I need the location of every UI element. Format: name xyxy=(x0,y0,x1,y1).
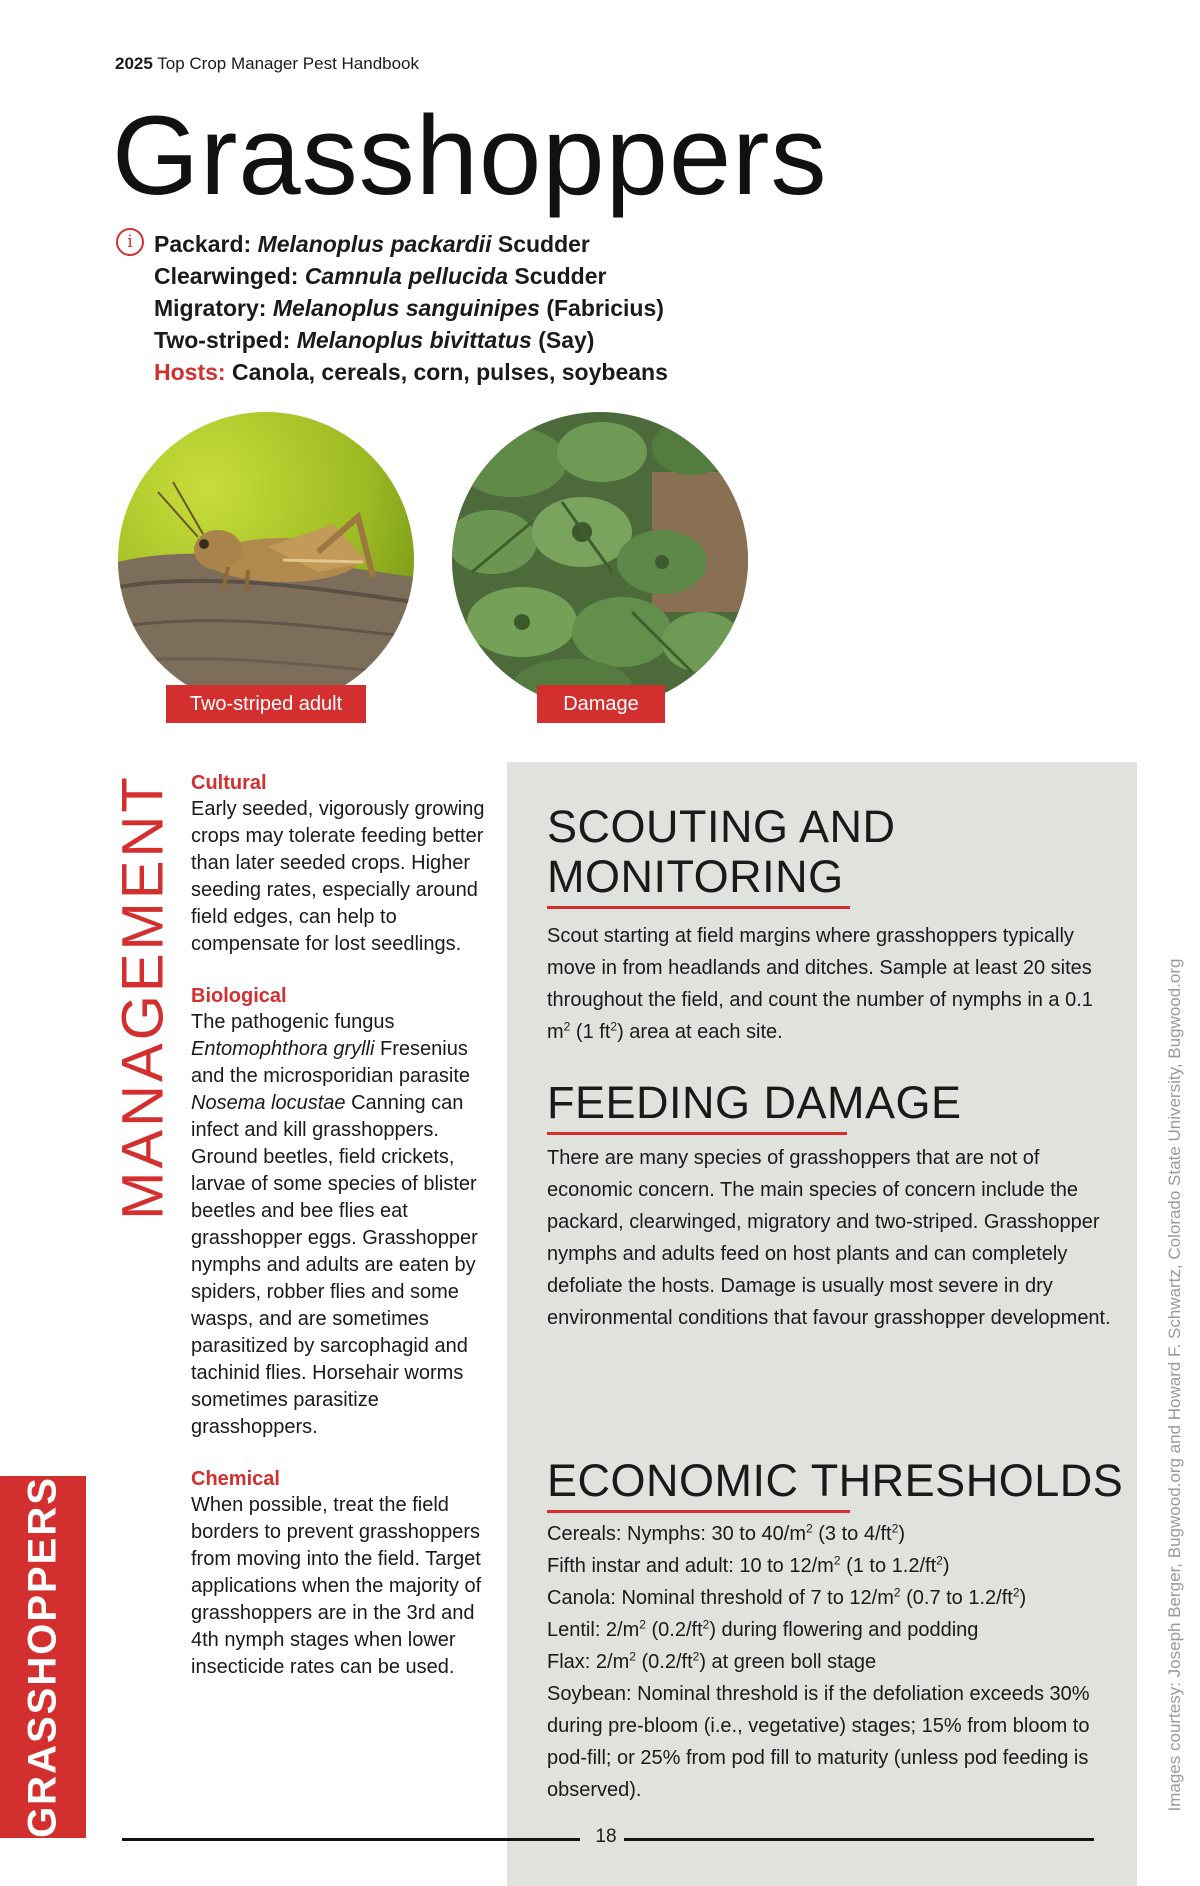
superscript: 2 xyxy=(692,1649,700,1664)
superscript: 2 xyxy=(1012,1585,1020,1600)
species-scientific-name: Melanoplus sanguinipes xyxy=(272,295,540,321)
threshold-text-part: ) xyxy=(898,1523,905,1545)
species-item xyxy=(154,260,754,292)
scouting-heading-line: SCOUTING AND xyxy=(547,801,896,852)
species-scientific-name: Melanoplus bivittatus xyxy=(296,327,532,353)
species-author: Scudder xyxy=(497,231,590,257)
threshold-text-part: (0.2/ft xyxy=(645,1619,703,1641)
species-scientific-name: Melanoplus packardii xyxy=(257,231,492,257)
species-label: Clearwinged: xyxy=(154,263,299,289)
handbook-year: 2025 xyxy=(115,54,153,73)
species-author: (Say) xyxy=(538,327,595,353)
superscript: 2 xyxy=(639,1617,646,1632)
threshold-text-part: ) xyxy=(1019,1587,1027,1609)
scouting-text xyxy=(547,920,1112,1048)
parasite-scientific-name: Nosema locustae xyxy=(191,1092,346,1114)
threshold-text-part: ) during flowering and podding xyxy=(709,1619,979,1641)
superscript: 2 xyxy=(610,1019,618,1034)
management-vertical-label xyxy=(112,762,174,1232)
handbook-header xyxy=(115,54,419,74)
superscript: 2 xyxy=(833,1553,841,1568)
scouting-text-part: (1 ft xyxy=(570,1021,611,1043)
damage-photo-caption: Damage xyxy=(537,685,665,723)
threshold-text-part: (0.7 to 1.2/ft xyxy=(900,1587,1013,1609)
scouting-heading xyxy=(547,802,896,902)
hosts-label: Hosts: xyxy=(154,359,226,385)
side-tab-label: GRASSHOPPERS xyxy=(20,1476,65,1838)
superscript: 2 xyxy=(629,1649,636,1664)
threshold-cereals xyxy=(547,1518,1112,1550)
species-label: Migratory: xyxy=(154,295,267,321)
threshold-text-part: Canola: Nominal threshold of 7 to 12/m xyxy=(547,1587,894,1609)
page-number: 18 xyxy=(595,1826,617,1847)
section-side-tab xyxy=(0,1476,86,1838)
superscript: 2 xyxy=(891,1521,899,1536)
threshold-text-part: Lentil: 2/m xyxy=(547,1619,640,1641)
superscript: 2 xyxy=(702,1617,710,1632)
threshold-lentil xyxy=(547,1614,1112,1646)
feeding-damage-heading: FEEDING DAMAGE xyxy=(547,1077,962,1128)
management-label-text: MANAGEMENT xyxy=(110,774,176,1220)
threshold-text-part: (3 to 4/ft xyxy=(812,1523,892,1545)
threshold-canola xyxy=(547,1582,1112,1614)
species-author: (Fabricius) xyxy=(546,295,664,321)
image-credits-text: Images courtesy: Joseph Berger, Bugwood.org and Howard F. Schwartz, Colorado State University, Bugwood.org xyxy=(1165,958,1184,1812)
management-column xyxy=(191,770,491,1681)
scouting-text-part: ) area at each site. xyxy=(617,1021,783,1043)
chemical-heading: Chemical xyxy=(191,1468,280,1490)
species-author: Scudder xyxy=(514,263,607,289)
threshold-text-part: ) xyxy=(942,1555,950,1577)
species-item xyxy=(154,324,754,356)
species-item xyxy=(154,292,754,324)
biological-heading: Biological xyxy=(191,985,287,1007)
feeding-damage-rule xyxy=(547,1132,847,1135)
thresholds-rule xyxy=(547,1510,850,1513)
image-credits xyxy=(1155,925,1195,1845)
info-circle-icon: i xyxy=(116,228,144,256)
threshold-text-part: (0.2/ft xyxy=(635,1651,693,1673)
superscript: 2 xyxy=(563,1019,571,1034)
hosts-value: Canola, cereals, corn, pulses, soybeans xyxy=(231,359,668,385)
superscript: 2 xyxy=(893,1585,901,1600)
grasshopper-adult-photo xyxy=(118,412,414,708)
threshold-text-part: Fifth instar and adult: 10 to 12/m xyxy=(547,1555,834,1577)
scouting-heading-rule xyxy=(547,906,850,909)
biological-text-part: Canning can infect and kill grasshoppers. Ground beetles, field crickets, larvae of some species of blister beetles and bee flies eat grasshopper eggs. Grasshopper nymphs and adults are eaten by spiders, robber flies and some wasps, and are sometimes parasitized by sarcophagid and tachinid flies. Horsehair worms sometimes parasitize grasshoppers. xyxy=(191,1092,478,1438)
threshold-text-part: Flax: 2/m xyxy=(547,1651,630,1673)
scouting-heading-line: MONITORING xyxy=(547,851,844,902)
adult-photo-caption: Two-striped adult xyxy=(166,685,366,723)
species-label: Packard: xyxy=(154,231,252,257)
economic-thresholds-heading: ECONOMIC THRESHOLDS xyxy=(547,1455,1124,1506)
info-panel xyxy=(507,762,1137,1886)
superscript: 2 xyxy=(806,1521,813,1536)
footer-rule-left xyxy=(122,1838,580,1841)
threshold-text-part: (1 to 1.2/ft xyxy=(840,1555,937,1577)
footer-rule-right xyxy=(624,1838,1094,1841)
handbook-publication: Top Crop Manager Pest Handbook xyxy=(157,54,420,73)
threshold-fifth-instar xyxy=(547,1550,1112,1582)
cultural-text: Early seeded, vigorously growing crops may tolerate feeding better than later seeded crops. Higher seeding rates, especially around field edges, can help to compensate for lost seedlings. xyxy=(191,798,485,955)
feeding-damage-text: There are many species of grasshoppers that are not of economic concern. The main species of concern include the packard, clearwinged, migratory and two-striped. Grasshopper nymphs and adults feed on host plants and can completely defoliate the hosts. Damage is usually most severe in dry environmental conditions that favour grasshopper development. xyxy=(547,1147,1111,1329)
species-item xyxy=(154,228,754,260)
fungus-scientific-name: Entomophthora grylli xyxy=(191,1038,375,1060)
threshold-flax xyxy=(547,1646,1112,1678)
page-title: Grasshoppers xyxy=(112,93,828,218)
scouting-text-part: Scout starting at field margins where grasshoppers typically move in from headlands and ditches. Sample at least 20 sites throughout the field, and count the number of nymphs in a 0.1 m xyxy=(547,925,1093,1043)
threshold-text-part: Cereals: Nymphs: 30 to 40/m xyxy=(547,1523,806,1545)
cultural-heading: Cultural xyxy=(191,772,267,794)
threshold-text-part: ) at green boll stage xyxy=(699,1651,877,1673)
threshold-soybean: Soybean: Nominal threshold is if the defoliation exceeds 30% during pre-bloom (i.e., vegetative) stages; 15% from bloom to pod-fill; or 25% from pod fill to maturity (unless pod feeding is observed). xyxy=(547,1683,1090,1801)
damage-photo xyxy=(452,412,748,708)
biological-text-part: The pathogenic fungus xyxy=(191,1011,395,1033)
thresholds-text xyxy=(547,1518,1112,1806)
biological-text xyxy=(191,1009,491,1441)
species-scientific-name: Camnula pellucida xyxy=(304,263,509,289)
superscript: 2 xyxy=(936,1553,943,1568)
species-label: Two-striped: xyxy=(154,327,291,353)
chemical-text: When possible, treat the field borders to prevent grasshoppers from moving into the field. Target applications when the majority of grasshoppers are in the 3rd and 4th nymph stages when lower insecticide rates can be used. xyxy=(191,1494,482,1678)
species-list xyxy=(154,228,754,388)
biological-text-part: Fresenius and the microsporidian parasite xyxy=(191,1038,471,1087)
hosts-line xyxy=(154,356,754,388)
